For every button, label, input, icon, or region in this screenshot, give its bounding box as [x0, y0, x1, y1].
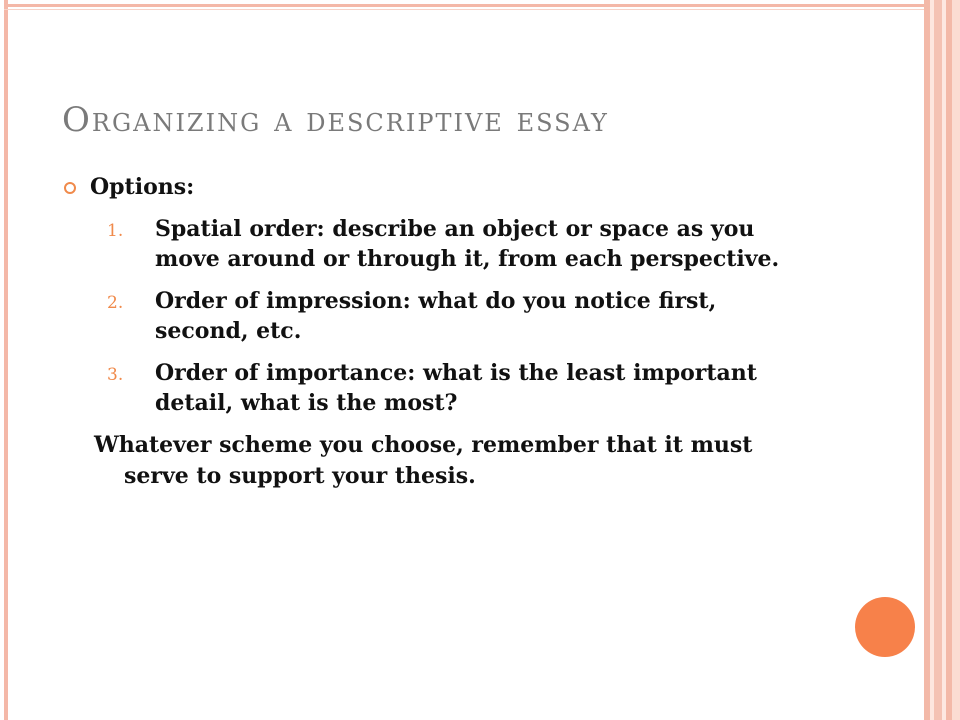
list-number: 3.: [107, 365, 124, 385]
decorative-stripe: [952, 0, 960, 720]
decorative-circle: [855, 597, 915, 657]
bullet-label: Options:: [90, 174, 195, 200]
list-item: [62, 214, 822, 274]
slide-title: Organizing a descriptive essay: [62, 100, 609, 140]
slide-border-top-inner: [4, 9, 928, 10]
slide-border-top: [4, 4, 928, 7]
numbered-list: [62, 214, 822, 418]
list-item-text: Spatial order: describe an object or space as you move around or through it, from each perspective.: [155, 216, 780, 272]
list-number: 1.: [107, 221, 124, 241]
decorative-stripe: [934, 0, 942, 720]
list-item-text: Order of impression: what do you notice first, second, etc.: [155, 288, 717, 344]
list-item: [62, 286, 822, 346]
closing-statement: Whatever scheme you choose, remember that it must serve to support your thesis.: [94, 432, 753, 489]
slide-body: [62, 172, 822, 492]
bullet-options: [62, 172, 822, 202]
bullet-ring-icon: [64, 182, 76, 194]
list-number: 2.: [107, 293, 124, 313]
list-item-text: Order of importance: what is the least important detail, what is the most?: [155, 360, 757, 416]
slide-border-left: [4, 0, 8, 720]
list-item: [62, 358, 822, 418]
